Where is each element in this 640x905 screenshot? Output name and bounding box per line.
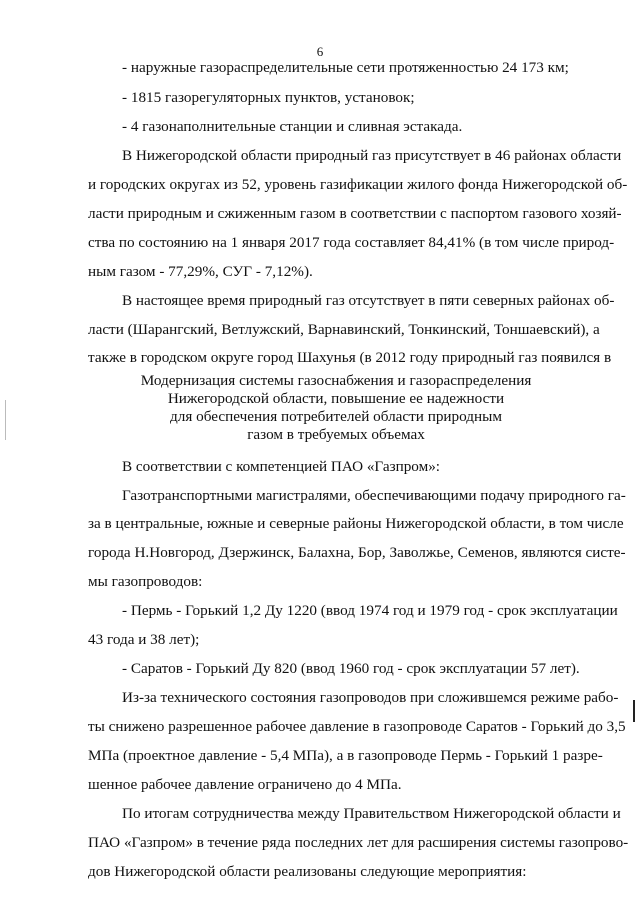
paragraph-line: Газотранспортными магистралями, обеспечивающими подачу природного га- — [122, 487, 626, 504]
paragraph-line: также в городском округе город Шахунья (в 2012 году природный газ появился в — [88, 349, 612, 366]
paragraph-line: за в центральные, южные и северные районы Нижегородской области, в том числе — [88, 515, 624, 532]
list-item: - Пермь - Горький 1,2 Ду 1220 (ввод 1974 год и 1979 год - срок эксплуатации — [122, 602, 618, 619]
paragraph-line: Из-за технического состояния газопроводов при сложившемся режиме рабо- — [122, 689, 619, 706]
paragraph-line: ным газом - 77,29%, СУГ - 7,12%). — [88, 263, 313, 280]
paragraph-line: ты снижено разрешенное рабочее давление в газопроводе Саратов - Горький до 3,5 — [88, 718, 626, 735]
section-heading — [100, 372, 572, 444]
paragraph-line: МПа (проектное давление - 5,4 МПа), а в газопроводе Пермь - Горький 1 разре- — [88, 747, 603, 764]
list-item: - Саратов - Горький Ду 820 (ввод 1960 год - срок эксплуатации 57 лет). — [122, 660, 580, 677]
scan-mark — [633, 700, 635, 722]
paragraph-line: В Нижегородской области природный газ присутствует в 46 районах области — [122, 147, 622, 164]
paragraph-line: шенное рабочее давление ограничено до 4 МПа. — [88, 776, 402, 793]
paragraph-line: и городских округах из 52, уровень газификации жилого фонда Нижегородской об- — [88, 176, 628, 193]
paragraph-line: В соответствии с компетенцией ПАО «Газпром»: — [122, 458, 441, 475]
paragraph-line: ПАО «Газпром» в течение ряда последних лет для расширения системы газопрово- — [88, 834, 629, 851]
list-item: - 4 газонаполнительные станции и сливная эстакада. — [122, 118, 463, 135]
page-number: 6 — [316, 44, 324, 59]
heading-line: Модернизация системы газоснабжения и газораспределения — [140, 372, 532, 389]
paragraph-line: дов Нижегородской области реализованы следующие мероприятия: — [88, 863, 527, 880]
list-item: - 1815 газорегуляторных пунктов, установок; — [122, 89, 415, 106]
scan-mark — [5, 400, 6, 440]
heading-line: Нижегородской области, повышение ее надежности — [167, 390, 505, 407]
heading-line: газом в требуемых объемах — [247, 426, 425, 443]
list-item: - наружные газораспределительные сети протяженностью 24 173 км; — [122, 59, 569, 76]
paragraph-line: ства по состоянию на 1 января 2017 года составляет 84,41% (в том числе природ- — [88, 234, 615, 251]
paragraph-line: По итогам сотрудничества между Правительством Нижегородской области и — [122, 805, 621, 822]
paragraph-line: города Н.Новгород, Дзержинск, Балахна, Бор, Заволжье, Семенов, являются систе- — [88, 544, 626, 561]
paragraph-line: ласти (Шарангский, Ветлужский, Варнавинский, Тонкинский, Тоншаевский), а — [88, 321, 600, 338]
list-item: 43 года и 38 лет); — [88, 631, 200, 648]
paragraph-line: мы газопроводов: — [88, 573, 203, 590]
heading-line: для обеспечения потребителей области природным — [170, 408, 502, 425]
paragraph-line: В настоящее время природный газ отсутствует в пяти северных районах об- — [122, 292, 615, 309]
paragraph-line: ласти природным и сжиженным газом в соответствии с паспортом газового хозяй- — [88, 205, 622, 222]
